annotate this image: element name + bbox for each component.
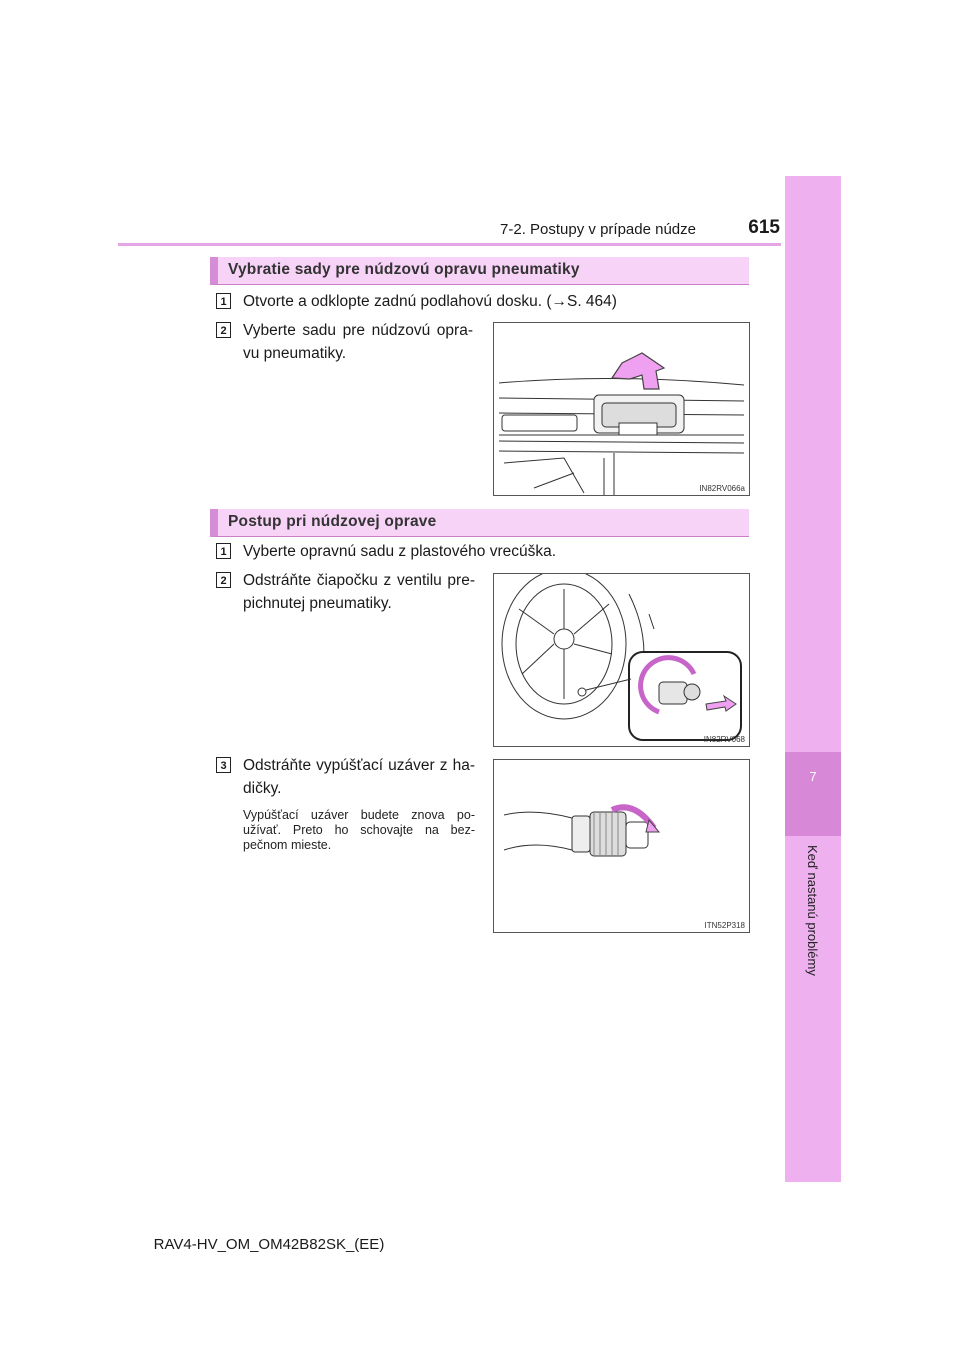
step-number: 2 — [216, 322, 231, 338]
figure-code: ITN52P318 — [704, 921, 745, 930]
header-section-title: 7-2. Postupy v prípade núdze — [500, 221, 696, 238]
chapter-title: Keď nastanú problémy — [805, 845, 820, 976]
tire-valve-icon — [494, 574, 749, 746]
header-divider — [118, 243, 781, 246]
figure-code: IN82RV066a — [699, 484, 745, 493]
section-heading-bar — [210, 509, 749, 537]
step-text: Vyberte sadu pre núdzovú opra-vu pneumatiky. — [243, 322, 473, 362]
section-title: Postup pri núdzovej oprave — [228, 513, 437, 530]
step-number: 2 — [216, 572, 231, 588]
trunk-kit-icon — [494, 323, 749, 495]
trunk-floor-illustration — [493, 322, 750, 496]
hose-cap-icon — [494, 760, 749, 932]
step-number: 3 — [216, 757, 231, 773]
step-text: Odstráňte čiapočku z ventilu pre-pichnutej pneumatiky. — [243, 572, 475, 612]
figure-code: IN82RV068 — [703, 735, 745, 744]
section-heading-bar — [210, 257, 749, 285]
page-number: 615 — [748, 217, 780, 238]
section-title: Vybratie sady pre núdzovú opravu pneumatiky — [228, 261, 580, 278]
tire-valve-illustration — [493, 573, 750, 747]
step-number: 1 — [216, 543, 231, 559]
step-text: Otvorte a odklopte zadnú podlahovú dosku. (→S. 464) — [243, 293, 617, 310]
hose-cap-illustration — [493, 759, 750, 933]
step-text: Odstráňte vypúšťací uzáver z ha-dičky. — [243, 757, 475, 797]
step-number: 1 — [216, 293, 231, 309]
chapter-number: 7 — [809, 769, 817, 784]
step-text: Vyberte opravnú sadu z plastového vrecúška. — [243, 543, 557, 560]
document-code: RAV4-HV_OM_OM42B82SK_(EE) — [153, 1236, 385, 1253]
chapter-number-marker — [785, 752, 841, 836]
step-note: Vypúšťací uzáver budete znova po-užívať. Preto ho schovajte na bez-pečnom mieste. — [243, 808, 475, 852]
chapter-side-tab — [785, 176, 841, 1182]
